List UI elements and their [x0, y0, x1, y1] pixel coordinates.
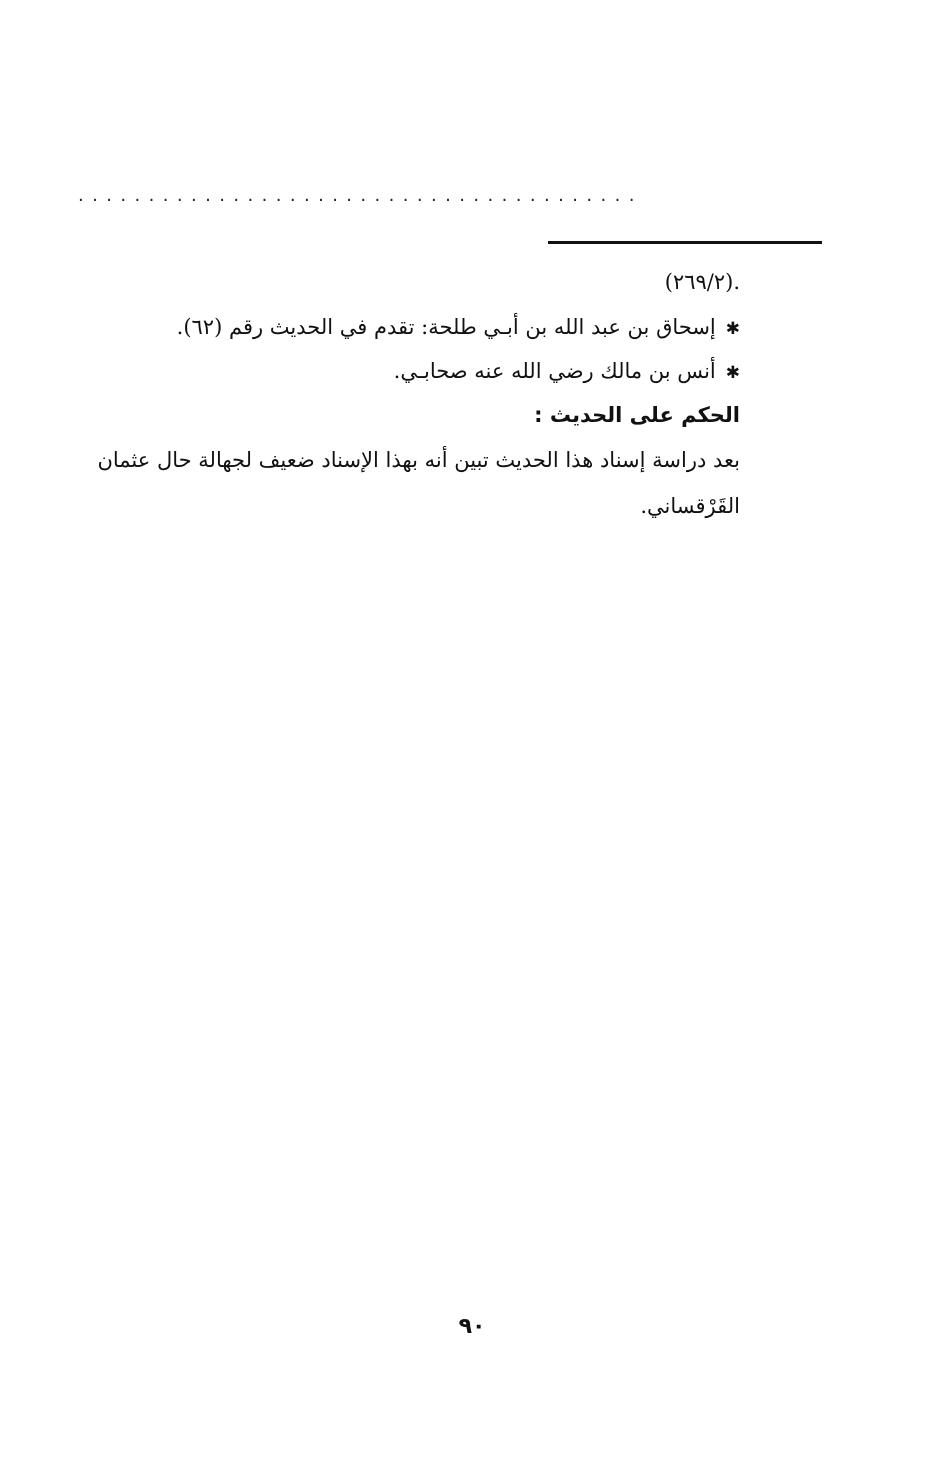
asterisk-bullet-icon: ✱ — [725, 319, 740, 339]
ruling-body-line: بعد دراسة إسناد هذا الحديث تبين أنه بهذا الإسناد ضعيف لجهالة حال عثمان — [97, 448, 740, 472]
narrator-item — [177, 311, 740, 345]
ruling-heading: الحكم على الحديث : — [534, 403, 740, 427]
ruling-body-line: القَرْقساني. — [640, 494, 740, 518]
narrator-text: إسحاق بن عبد الله بن أبـي طلحة: تقدم في الحديث رقم (٦٢). — [176, 315, 716, 339]
page-number: ٩٠ — [458, 1314, 486, 1339]
footnote-rule — [548, 241, 822, 244]
narrator-text: أنس بن مالك رضي الله عنه صحابـي. — [393, 359, 716, 383]
footnote-reference: .(٢٦٩/٢) — [664, 270, 740, 294]
asterisk-bullet-icon: ✱ — [725, 363, 740, 383]
narrator-item — [394, 355, 740, 389]
dotted-separator: ........................................ — [78, 186, 643, 206]
